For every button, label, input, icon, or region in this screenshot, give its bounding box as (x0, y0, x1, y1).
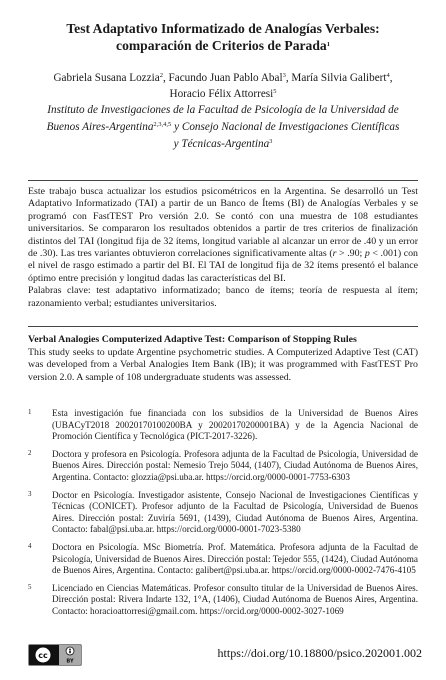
abstract-es-p: p (364, 248, 370, 260)
abstract-es-text: Este trabajo busca actualizar los estudios psicométricos en la Argentina. Se desarrolló un Test Adaptativo Informatizado (TAI) a partir de un Banco de Ítems (BI) de Analogías Verbales y se programó con FastTEST Pro versión 2.0. Se contó con una muestra de 108 estudiantes universitarios. Se compararon los resultados obtenidos a partir de tres criterios de finalización distintos del TAI (longitud fija de 32 ítems, longitud variable al alcanzar un error de .40 y un error de .30). Las tres variantes obtuvieron correlaciones significativamente altas ( (28, 186, 418, 260)
footnote-text: Esta investigación fue financiada con los subsidios de la Universidad de Buenos Aires (UBACyT2018 20020170100200BA y 20020170200001BA) y de la Agencia Nacional de Promoción Científica y Tecnológica (PICT-2017-3226). (52, 408, 418, 442)
cc-label: cc (38, 651, 48, 660)
footnote-4 (28, 542, 418, 577)
affiliation-line-3-mark: 3 (269, 138, 273, 145)
divider-top (28, 180, 418, 181)
author-2: Facundo Juan Pablo Abal (168, 72, 283, 84)
abstract-es-text-c: < .001) con el nivel de rasgo estimado a partir del BI. El TAI de longitud fija de 32 ítems presentó el balance óptimo entre precisión y longitud dadas las características del BI. (28, 248, 418, 284)
title-line-2: comparación de Criterios de Parada (116, 38, 327, 53)
footnote-number: 3 (28, 489, 32, 498)
author-list: Gabriela Susana Lozzia$^2$, Facundo Juan Pablo Abal$^3$, María Silvia Galibert$^4$, Horacio Félix Attorresi$^5$ (53, 72, 393, 100)
footnote-number: 4 (28, 541, 32, 550)
cc-license-icon (29, 645, 81, 665)
affiliation-line-3: y Técnicas-Argentina (173, 138, 270, 150)
affiliation-line-1: Instituto de Investigaciones de la Facultad de Psicología de la Universidad de (47, 104, 399, 116)
footnote-number: 1 (28, 408, 32, 416)
footnote-2 (28, 449, 418, 484)
author-2-mark: 3 (282, 72, 286, 79)
footnote-text: Doctor en Psicología. Investigador asistente, Consejo Nacional de Investigaciones Científicas y Técnicas (CONICET). Profesor adjunto de la Facultad de Psicología, Universidad de Buenos Aires. Dirección postal: Zuviría 5691, (1439), Ciudad Autónoma de Buenos Aires, Argentina. Contacto: fabal@psi.uba.ar. https://orcid.org/0000-0001-7023-5380 (52, 489, 418, 535)
affiliation-line-2b: y Consejo Nacional de Investigaciones Científicas (171, 121, 400, 133)
author-4: Horacio Félix Attorresi (169, 88, 274, 100)
doi-link[interactable]: https://doi.org/10.18800/psico.202001.002 (217, 646, 422, 660)
abstract-english-title: Verbal Analogies Computerized Adaptive Test: Comparison of Stopping Rules (28, 334, 357, 345)
article-title (24, 20, 422, 54)
author-1: Gabriela Susana Lozzia (53, 72, 160, 84)
footnote-number: 5 (28, 582, 32, 591)
by-label: BY (66, 658, 74, 665)
affiliation (24, 102, 422, 153)
keywords: test adaptativo informatizado; banco de ítems; teoría de respuesta al ítem; razonamiento verbal; estudiantes universitarios. (28, 285, 418, 309)
footnote-text: Licenciado en Ciencias Matemáticas. Profesor consulto titular de la Universidad de Buenos Aires. Dirección postal: Rivera Indarte 132, 1°A, (1406), Ciudad Autónoma de Buenos Aires, Argentina. Contacto: horacioattorresi@gmail.com. https://orcid.org/0000-0002-3027-1069 (52, 582, 418, 616)
author-4-mark: 5 (273, 88, 277, 95)
divider-middle (28, 326, 418, 327)
affiliation-line-2a: Buenos Aires-Argentina (46, 121, 154, 133)
abstract-english: This study seeks to update Argentine psychometric studies. A Computerized Adaptive Test (CAT) was developed from a Verbal Analogies Item Bank (IB); it was programmed with FastTEST Pro version 2.0. A sample of 108 undergraduate students was assessed. (28, 347, 418, 383)
footnote-text: Doctora en Psicología. MSc Biometría. Prof. Matemática. Profesora adjunta de la Facultad de Psicología, Universidad de Buenos Aires. Dirección postal: Tejedor 555, (1424), Ciudad Autónoma de Buenos Aires, Argentina. Contacto: galibert@psi.uba.ar. https://orcid.org/0000-0002-7476-4105 (52, 541, 418, 576)
title-footnote-mark: 1 (326, 41, 330, 48)
abstract-es-text-b: > .90; (336, 248, 365, 260)
footnote-1 (28, 408, 418, 443)
footnote-3 (28, 490, 418, 536)
author-1-mark: 2 (159, 72, 163, 79)
title-line-1: Test Adaptativo Informatizado de Analogías Verbales: (66, 21, 380, 36)
footnote-5 (28, 583, 418, 618)
footnotes (28, 408, 418, 624)
keywords-label: Palabras clave: (28, 285, 91, 297)
abstract-spanish (28, 186, 418, 310)
abstract-es-r: r (332, 248, 337, 260)
author-3: María Silvia Galibert (291, 72, 387, 84)
footnote-text: Doctora y profesora en Psicología. Profesora adjunta de la Facultad de Psicología, Universidad de Buenos Aires. Dirección postal: Nemesio Trejo 5044, (1407), Ciudad Autónoma de Buenos Aires, Argentina. Contacto: glozzia@psi.uba.ar. https://orcid.org/0000-0001-7753-6303 (52, 448, 418, 482)
footnote-number: 2 (28, 448, 32, 457)
author-3-mark: 4 (386, 72, 390, 79)
affiliation-line-2-mark: 2,3,4,5 (153, 121, 172, 128)
cc-by-license-badge[interactable] (28, 644, 82, 666)
